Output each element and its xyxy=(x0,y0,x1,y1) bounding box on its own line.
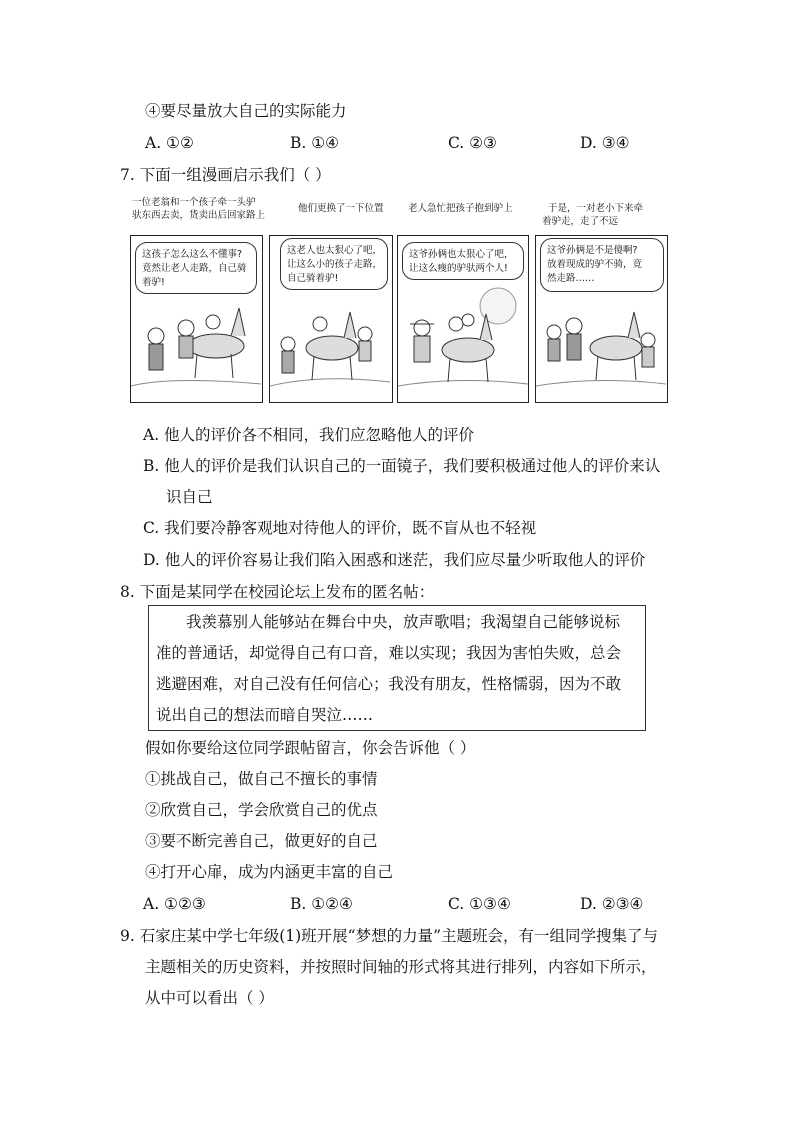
comic-caption-1b: 驮东西去卖，货卖出后回家路上 xyxy=(132,210,266,221)
bubble-2-line-2: 让这么小的孩子走路， xyxy=(287,259,383,270)
bubble-3-line-2: 让这么瘦的驴驮两个人! xyxy=(409,263,508,274)
q7-option-c: C. 我们要冷静客观地对待他人的评价，既不盲从也不轻视 xyxy=(143,519,537,537)
q8-ask: 假如你要给这位同学跟帖留言，你会告诉他（ ） xyxy=(145,739,476,757)
bubble-4-line-1: 这爷孙俩是不是傻啊? xyxy=(547,245,638,256)
comic-caption-3: 老人急忙把孩子抱到驴上 xyxy=(408,203,513,214)
q8-option-c: C. ①③④ xyxy=(448,895,511,913)
comic-caption-4b: 着驴走，走了不远 xyxy=(542,216,619,227)
donkey-scene-2 xyxy=(270,236,390,401)
comic-caption-2: 他们更换了一下位置 xyxy=(298,203,384,214)
comic-panel-4 xyxy=(535,235,668,403)
post-line-4: 说出自己的想法而暗自哭泣…… xyxy=(156,706,374,724)
q7-stem: 7. 下面一组漫画启示我们（ ） xyxy=(120,166,331,184)
q9-stem-line-1: 9. 石家庄某中学七年级(1)班开展“梦想的力量”主题班会，有一组同学搜集了与 xyxy=(120,927,659,945)
q8-item-3: ③要不断完善自己，做更好的自己 xyxy=(145,832,378,850)
bubble-1-line-1: 这孩子怎么这么不懂事? xyxy=(142,249,243,260)
q8-item-1: ①挑战自己，做自己不擅长的事情 xyxy=(145,770,378,788)
bubble-1-line-3: 着驴! xyxy=(142,277,165,288)
q9-stem-line-2: 主题相关的历史资料，并按照时间轴的形式将其进行排列，内容如下所示， xyxy=(145,958,657,976)
comic-panel-3 xyxy=(397,235,529,403)
bubble-4-line-3: 然走路…… xyxy=(547,273,595,284)
bubble-4-line-2: 放着现成的驴不骑，竟 xyxy=(547,259,643,270)
donkey-scene-1 xyxy=(131,236,261,401)
q8-option-b: B. ①②④ xyxy=(290,895,353,913)
q7-option-b: B. 他人的评价是我们认识自己的一面镜子，我们要积极通过他人的评价来认 xyxy=(143,457,661,475)
q6-option-d: D. ③④ xyxy=(580,134,630,152)
q6-option-a: A. ①② xyxy=(145,134,194,152)
q8-item-4: ④打开心扉，成为内涵更丰富的自己 xyxy=(145,863,394,881)
comic-panel-2 xyxy=(269,235,393,403)
post-line-3: 逃避困难，对自己没有任何信心；我没有朋友，性格懦弱，因为不敢 xyxy=(156,675,622,693)
post-line-1: 我羡慕别人能够站在舞台中央，放声歌唱；我渴望自己能够说标 xyxy=(186,613,621,631)
forum-post-box xyxy=(148,605,646,731)
comic-caption-1a: 一位老翁和一个孩子牵一头驴 xyxy=(132,197,256,208)
q7-option-a: A. 他人的评价各不相同，我们应忽略他人的评价 xyxy=(143,426,475,444)
q8-item-2: ②欣赏自己，学会欣赏自己的优点 xyxy=(145,801,378,819)
bubble-3-line-1: 这爷孙俩也太狠心了吧， xyxy=(409,249,514,260)
q7-option-b-cont: 识自己 xyxy=(166,488,213,506)
post-line-2: 准的普通话，却觉得自己有口音，难以实现；我因为害怕失败，总会 xyxy=(156,644,622,662)
donkey-scene-3 xyxy=(398,236,528,401)
comic-strip xyxy=(130,197,668,407)
comic-panel-1 xyxy=(130,235,263,403)
q8-option-a: A. ①②③ xyxy=(143,895,206,913)
q8-stem: 8. 下面是某同学在校园论坛上发布的匿名帖： xyxy=(120,583,435,601)
donkey-scene-4 xyxy=(536,236,666,401)
bubble-2-line-3: 自己骑着驴! xyxy=(287,273,339,284)
q8-option-d: D. ②③④ xyxy=(580,895,644,913)
q9-stem-line-3: 从中可以看出（ ） xyxy=(145,989,274,1007)
q6-option-b: B. ①④ xyxy=(290,134,340,152)
comic-caption-4a: 于是，一对老小下来牵 xyxy=(548,203,644,214)
bubble-2-line-1: 这老人也太狠心了吧， xyxy=(287,245,383,256)
q6-item-4: ④要尽量放大自己的实际能力 xyxy=(145,102,347,120)
q6-option-c: C. ②③ xyxy=(448,134,497,152)
bubble-1-line-2: 竟然让老人走路，自己骑 xyxy=(142,263,247,274)
q7-option-d: D. 他人的评价容易让我们陷入困惑和迷茫，我们应尽量少听取他人的评价 xyxy=(143,551,646,569)
